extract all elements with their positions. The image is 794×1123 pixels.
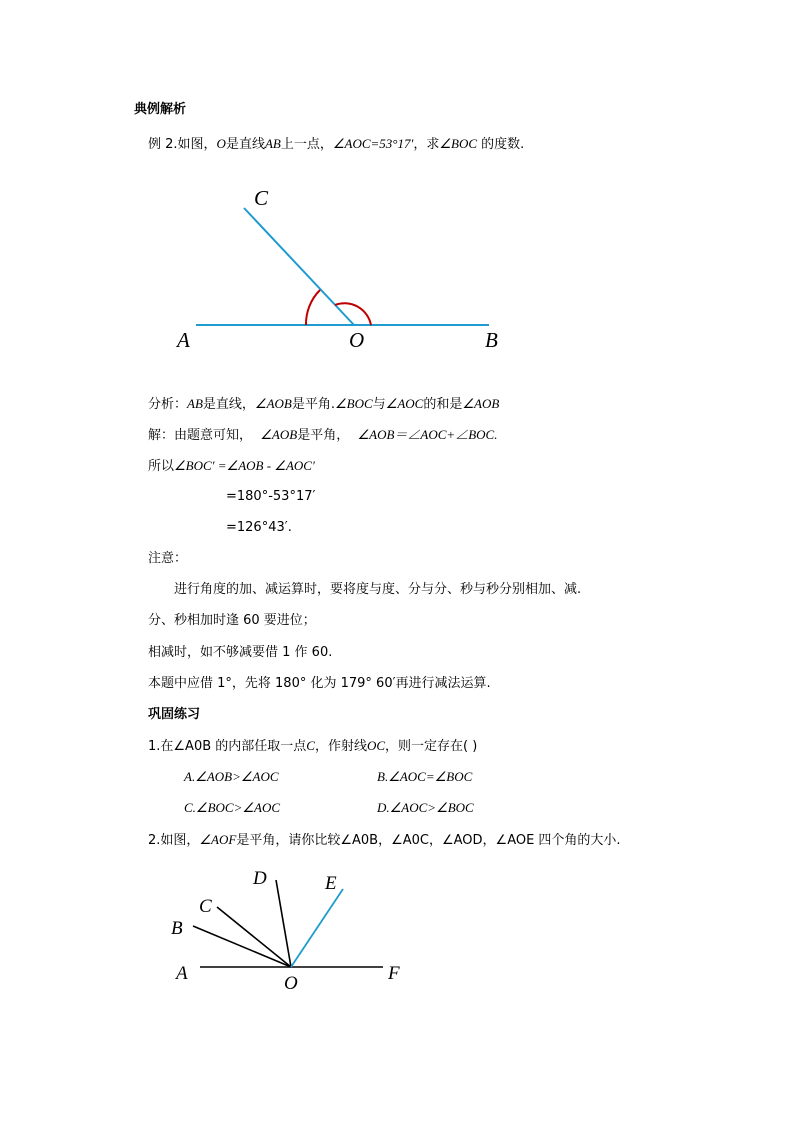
analysis-ab: AB: [187, 396, 203, 411]
solution-line-3: =180°-53°17′: [226, 489, 316, 504]
q2-text-1: 2.如图，: [148, 833, 200, 848]
fig2-label-o: O: [284, 973, 298, 994]
note-line-2: 分、秒相加时逢 60 要进位；: [148, 613, 316, 628]
analysis-text-2: 是直线，: [202, 397, 255, 412]
fig2-label-c: C: [199, 896, 212, 917]
ray-oe: [291, 889, 343, 967]
analysis-aob: ∠AOB: [254, 396, 292, 411]
q1-option-d: D.∠AOC>∠BOC: [377, 800, 474, 815]
q1-text-1: 1.在∠A0B 的内部任取一点: [148, 739, 307, 754]
q1-text-2: ，作射线: [314, 739, 367, 754]
ray-od: [276, 880, 291, 967]
solution-aob: ∠AOB: [260, 427, 298, 442]
analysis-aoc: ∠AOC: [385, 396, 424, 411]
q1-text-3: ，则一定存在( ): [385, 739, 478, 754]
analysis-aob-2: ∠AOB: [462, 396, 500, 411]
analysis-text-5: 的和是: [423, 397, 463, 412]
note-title: 注意：: [148, 551, 188, 566]
label-b: B: [485, 328, 498, 352]
solution-equation: ∠AOB＝∠AOC+∠BOC.: [357, 427, 498, 442]
fig2-label-e: E: [325, 873, 337, 894]
example-text-2: 是直线: [225, 137, 265, 152]
solution-text-2: 是平角，: [297, 428, 350, 443]
ray-oc: [217, 907, 291, 967]
q1-option-b: B.∠AOC=∠BOC: [377, 769, 473, 784]
label-c: C: [254, 186, 269, 210]
solution-so-text: 所以: [148, 459, 175, 474]
q2-angle-aof: ∠AOF: [199, 832, 237, 847]
label-a: A: [177, 328, 190, 352]
note-line-3: 相减时，如不够减要借 1 作 60.: [148, 645, 333, 660]
q1-option-c: C.∠BOC>∠AOC: [184, 800, 281, 815]
example-line-ab: AB: [264, 136, 281, 151]
label-o: O: [349, 328, 365, 352]
solution-boc-equation: ∠BOC′ =∠AOB - ∠AOC′: [174, 458, 315, 473]
note-line-4: 本题中应借 1°，先将 180° 化为 179° 60′再进行减法运算.: [148, 676, 491, 691]
q1-ray-oc: OC: [366, 738, 386, 753]
example-angle-aoc: ∠AOC=53°17′: [332, 136, 414, 151]
example-text-1: 例 2.如图，: [148, 137, 217, 152]
example-text-3: 上一点，: [280, 137, 333, 152]
fig2-label-d: D: [253, 868, 267, 889]
example-text-4: ，求: [413, 137, 440, 152]
section-title-practice: 巩固练习: [148, 707, 201, 722]
q2-text-2: 是平角，请你比较∠A0B，∠A0C，∠AOD，∠AOE 四个角的大小.: [236, 833, 621, 848]
analysis-text-4: 与: [372, 397, 386, 412]
analysis-boc: ∠BOC: [335, 396, 373, 411]
fig2-label-a: A: [176, 963, 188, 984]
solution-line-4: =126°43′.: [226, 520, 292, 535]
q1-option-a: A.∠AOB>∠AOC: [184, 769, 279, 784]
q1-point-c: C: [306, 738, 315, 753]
example-text-5: 的度数.: [477, 137, 525, 152]
solution-text-1: 解：由题意可知，: [148, 428, 253, 443]
fig2-label-b: B: [171, 918, 183, 939]
fig2-label-f: F: [388, 963, 400, 984]
analysis-text-1: 分析：: [148, 397, 188, 412]
section-title-examples: 典例解析: [134, 102, 187, 117]
ray-ob: [193, 926, 291, 967]
example-point-o: O: [216, 136, 226, 151]
note-line-1: 进行角度的加、减运算时，要将度与度、分与分、秒与秒分别相加、减.: [174, 582, 582, 597]
analysis-text-3: 是平角.: [291, 397, 335, 412]
example-angle-boc: ∠BOC: [439, 136, 478, 151]
